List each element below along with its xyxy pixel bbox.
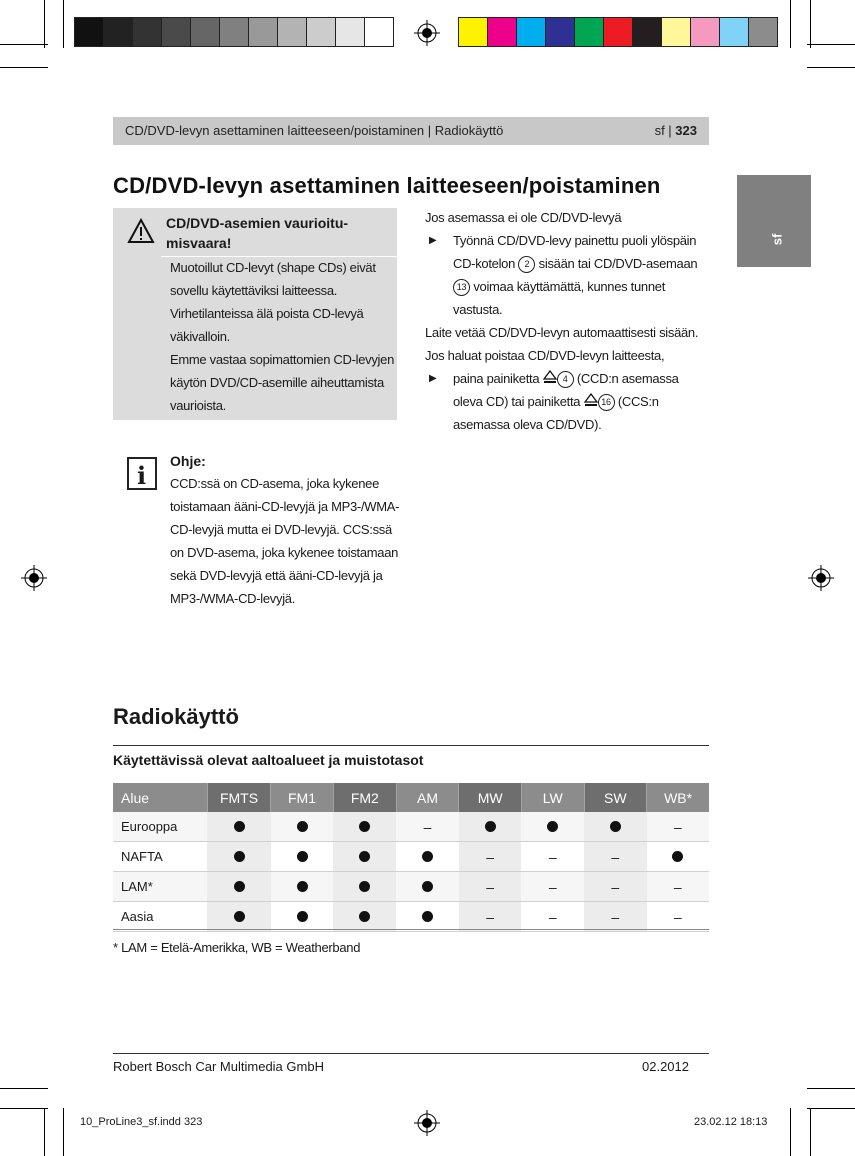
callout-number: 16 <box>598 394 615 411</box>
not-available-mark: – <box>521 902 584 932</box>
available-dot-icon <box>234 911 245 922</box>
radio-section-title: Radiokäyttö <box>113 704 239 729</box>
header-section-title: CD/DVD-levyn asettaminen laitteeseen/poistaminen | Radiokäyttö <box>125 123 504 138</box>
instruction-step: ▶ paina painiketta 4 (CCD:n asemassa oleva CD) tai painiketta 16 (CCS:n asemassa oleva CD/DVD). <box>425 367 710 436</box>
note-body: CCD:ssä on CD-asema, joka kykenee toistamaan ääni-CD-levyjä ja MP3-/WMA-CD-levyjä mutta ei DVD-levyjä. CCS:ssä on DVD-asema, joka kykenee toistamaan sekä DVD-levyjä että ääni-CD-levyjä ja MP3-/WMA-CD-levyjä. <box>170 476 400 606</box>
print-slug-timestamp: 23.02.12 18:13 <box>694 1116 768 1128</box>
footer-company: Robert Bosch Car Multimedia GmbH <box>113 1059 324 1074</box>
instruction-paragraph: Laite vetää CD/DVD-levyn automaattisesti sisään. <box>425 325 699 340</box>
available-dot <box>333 842 396 872</box>
not-available-mark: – <box>521 872 584 902</box>
registration-mark-icon <box>414 1110 440 1136</box>
available-dot <box>207 872 270 902</box>
available-dot <box>207 902 270 932</box>
available-dot-icon <box>359 851 370 862</box>
available-dot-icon <box>234 881 245 892</box>
not-available-mark: – <box>396 812 459 842</box>
not-available-mark: – <box>459 902 522 932</box>
available-dot-icon <box>297 851 308 862</box>
section-title: CD/DVD-levyn asettaminen laitteeseen/poistaminen <box>113 173 661 198</box>
column-header: MW <box>459 783 522 812</box>
available-dot <box>333 812 396 842</box>
table-header-row <box>113 783 709 812</box>
available-dot-icon <box>485 821 496 832</box>
registration-mark-icon <box>414 20 440 46</box>
available-dot-icon <box>672 851 683 862</box>
region-name: NAFTA <box>113 842 207 872</box>
available-dot <box>521 812 584 842</box>
table-row <box>113 812 709 842</box>
instruction-paragraph: Jos haluat poistaa CD/DVD-levyn laitteesta, <box>425 348 665 363</box>
language-side-tab <box>737 175 811 267</box>
column-header: FM2 <box>333 783 396 812</box>
print-slug-file: 10_ProLine3_sf.indd 323 <box>80 1116 203 1128</box>
table-caption: Käytettävissä olevat aaltoalueet ja muistotasot <box>113 752 424 768</box>
not-available-mark: – <box>459 872 522 902</box>
table-row <box>113 842 709 872</box>
column-header: LW <box>521 783 584 812</box>
section-rule <box>113 745 709 746</box>
available-dot <box>271 812 334 842</box>
not-available-mark: – <box>647 902 709 932</box>
available-dot <box>396 872 459 902</box>
footer-rule <box>113 1053 709 1054</box>
region-name: LAM* <box>113 872 207 902</box>
not-available-mark: – <box>459 842 522 872</box>
warning-line: Virhetilanteissa älä poista CD-levyä väkivalloin. <box>170 306 364 344</box>
table-row <box>113 872 709 902</box>
warning-title: CD/DVD-asemien vaurioitu-misvaara! <box>166 215 349 251</box>
warning-line: Emme vastaa sopimattomien CD-levyjen käytön DVD/CD-asemille aiheuttamista vaurioista. <box>170 352 395 413</box>
table-bottom-rule <box>113 929 709 930</box>
available-dot-icon <box>234 851 245 862</box>
callout-number: 2 <box>518 256 535 273</box>
column-header: Alue <box>113 783 207 812</box>
available-dot-icon <box>234 821 245 832</box>
available-dot <box>459 812 522 842</box>
available-dot-icon <box>422 851 433 862</box>
eject-icon <box>543 370 557 386</box>
registration-mark-icon <box>21 565 47 591</box>
not-available-mark: – <box>647 872 709 902</box>
header-page-number: sf | 323 <box>654 123 697 138</box>
not-available-mark: – <box>521 842 584 872</box>
callout-number: 4 <box>557 371 574 388</box>
region-name: Eurooppa <box>113 812 207 842</box>
language-code: sf <box>769 233 785 246</box>
available-dot <box>207 842 270 872</box>
warning-line: Muotoillut CD-levyt (shape CDs) eivät sovellu käytettäviksi laitteessa. <box>170 260 376 298</box>
info-icon: i <box>127 457 157 490</box>
not-available-mark: – <box>647 812 709 842</box>
column-header: AM <box>396 783 459 812</box>
registration-mark-icon <box>808 565 834 591</box>
available-dot-icon <box>547 821 558 832</box>
available-dot-icon <box>359 881 370 892</box>
column-header: SW <box>584 783 647 812</box>
available-dot <box>584 812 647 842</box>
available-dot <box>396 902 459 932</box>
available-dot <box>333 902 396 932</box>
available-dot <box>271 872 334 902</box>
available-dot <box>333 872 396 902</box>
available-dot-icon <box>297 881 308 892</box>
not-available-mark: – <box>584 902 647 932</box>
region-name: Aasia <box>113 902 207 932</box>
available-dot <box>396 842 459 872</box>
warning-box <box>113 208 397 420</box>
available-dot-icon <box>359 821 370 832</box>
eject-icon <box>584 393 598 409</box>
instruction-step: ▶ Työnnä CD/DVD-levy painettu puoli ylöspäin CD-kotelon 2 sisään tai CD/DVD-asemaan 13 voimaa käyttämättä, kunnes tunnet vastusta. <box>425 229 710 321</box>
table-row <box>113 902 709 932</box>
footer-date: 02.2012 <box>642 1059 689 1074</box>
available-dot-icon <box>297 911 308 922</box>
note-title: Ohje: <box>170 453 206 469</box>
available-dot <box>271 902 334 932</box>
available-dot-icon <box>359 911 370 922</box>
table-footnote: * LAM = Etelä-Amerikka, WB = Weatherband <box>113 940 361 955</box>
available-dot-icon <box>610 821 621 832</box>
not-available-mark: – <box>584 872 647 902</box>
available-dot-icon <box>297 821 308 832</box>
available-dot <box>207 812 270 842</box>
instruction-intro: Jos asemassa ei ole CD/DVD-levyä <box>425 210 622 225</box>
available-dot <box>647 842 709 872</box>
available-dot-icon <box>422 911 433 922</box>
available-dot <box>271 842 334 872</box>
frequency-band-table <box>113 783 709 932</box>
warning-triangle-icon <box>127 218 155 244</box>
instructions-column <box>425 206 710 436</box>
column-header: WB* <box>647 783 709 812</box>
running-header <box>113 117 709 145</box>
callout-number: 13 <box>453 279 470 296</box>
warning-body <box>170 256 398 417</box>
column-header: FM1 <box>271 783 334 812</box>
not-available-mark: – <box>584 842 647 872</box>
column-header: FMTS <box>207 783 270 812</box>
available-dot-icon <box>422 881 433 892</box>
